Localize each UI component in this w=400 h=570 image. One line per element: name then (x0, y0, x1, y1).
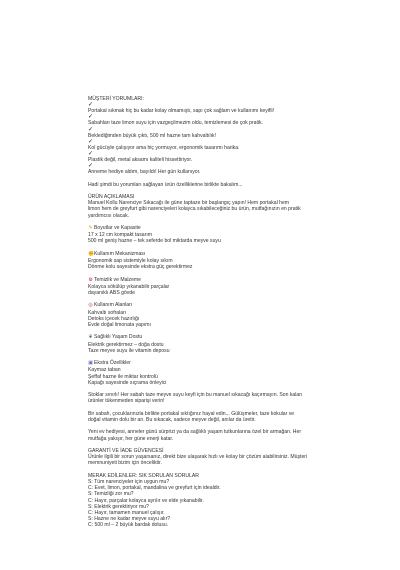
checkmark-icon: ✓ (88, 102, 94, 109)
description-line: yardımcısı olacak. (88, 212, 130, 219)
feature-line: 17 x 12 cm kompakt tasarım (88, 232, 152, 239)
guarantee-line: memnuniyeti bizim için önceliktir. (88, 460, 162, 467)
feature-line: Dönme kolu sayesinde ekstra güç gerektirmez (88, 264, 193, 271)
box-icon: ▣ (88, 361, 93, 367)
stock-line: ürünler tükenmeden siparişi verin! (88, 398, 165, 405)
feature-line: 500 ml geniş hazne – tek seferde bol miktarda meyve suyu (88, 238, 221, 245)
checkmark-icon: ✓ (88, 151, 94, 158)
ruler-icon: ✎ (88, 226, 93, 231)
description-heading: ÜRÜN AÇIKLAMASI (88, 194, 135, 200)
checkmark-icon: ✓ (88, 126, 94, 133)
document-page (88, 96, 328, 529)
review-item: Portakal sıkmak hiç bu kadar kolay olmamıştı, sapı çok sağlam ve kullanımı keyifli! (88, 108, 274, 115)
feature-section (88, 245, 328, 271)
feature-title (88, 360, 328, 367)
review-item: Beklediğimden büyük çıktı, 500 ml hazne tam kahvaltılık! (88, 132, 216, 139)
feature-title (88, 251, 328, 258)
description-line: Manuel Kollu Narenciye Sıkacağı ile güne taptaze bir başlangıç yapın! Hem portakal hem (88, 200, 290, 207)
feature-section (88, 328, 328, 354)
feature-list (88, 219, 328, 386)
tools-icon: ⚙ (88, 277, 93, 283)
faq-line: C: Hayır, parçalar kolayca ayrılır ve elde yıkanabilir. (88, 497, 204, 504)
feature-title-text: Ekstra Özellikler (94, 360, 131, 367)
guarantee-line: Ürünle ilgili bir sorun yaşarsanız, direkt bize ulaşarak hızlı ve kolay bir çözüm alabilirsiniz. Müşteri (88, 454, 308, 461)
feature-section (88, 219, 328, 245)
checkmark-icon: ✓ (88, 163, 94, 170)
feature-line: Kahvaltı sofraları (88, 309, 127, 316)
faq-line: C: Hayır, tamamen manuel çalışır. (88, 509, 165, 516)
leaf-icon: ❦ (88, 335, 93, 341)
review-item: Kol gücüyle çalışıyor ama hiç yormuyor, ergonomik tasarımı harika. (88, 144, 240, 151)
feature-line: Detoks içecek hazırlığı (88, 315, 140, 322)
feature-line: Kolayca sökülüp yıkanabilir parçalar (88, 283, 170, 290)
feature-line: Ergonomik sap sistemiyle kolay sıkım (88, 258, 173, 264)
stock-line: Stoklar sınırlı! Her sabah taze meyve suyu keyfi için bu manuel sıkacağı kaçırmayın. Son kalan (88, 392, 303, 399)
feature-title (88, 334, 328, 341)
feature-title-text: Kullanım Alanları (94, 302, 133, 309)
feature-line: Taze meyve suyu ile vitamin deposu (88, 347, 170, 354)
feature-section (88, 270, 328, 296)
muscle-icon: ✊ (88, 251, 94, 257)
faq-line: S: Temizliği zor mu? (88, 491, 134, 498)
feature-title (88, 302, 328, 309)
gift-line: mutfağa yakışır, her güne enerji katar. (88, 435, 174, 442)
review-item: Plastik değil, metal aksamı kaliteli hissettiriyor. (88, 157, 193, 164)
faq-heading: MERAK EDİLENLER: SIK SORULAN SORULAR (88, 472, 199, 479)
feature-title (88, 277, 328, 284)
target-icon: ◎ (88, 303, 93, 309)
feature-line: Evde doğal limonata yapımı (88, 322, 151, 328)
faq-line: S: Hazne ne kadar meyve suyu alır? (88, 516, 171, 523)
story-line: doğal vitamin dolu bir an. Bu sıkacak, sadece meyve değil, anılar da üretir. (88, 416, 256, 423)
checkmark-icon: ✓ (88, 138, 94, 145)
feature-title-text: Temizlik ve Malzeme (94, 276, 141, 283)
faq-line: C: 500 ml – 2 büyük bardak dolusu. (88, 522, 169, 529)
gift-line: Yeni ev hediyesi, anneler günü sürprizi ya da sağlıklı yaşam tutkunlarına özel bir armağan. Her (88, 429, 302, 436)
feature-line: Şeffaf hazne ile miktar kontrolü (88, 373, 158, 380)
faq-line: S: Elektrik gerektiriyor mu? (88, 503, 149, 510)
reviews-closing: Hadi şimdi bu yorumları sağlayan ürün özelliklerine birlikte bakalım... (88, 181, 243, 188)
feature-section (88, 354, 328, 386)
review-item: Anneme hediye aldım, bayıldı! Her gün kullanıyor. (88, 169, 201, 176)
feature-line: Kaymaz taban (88, 367, 121, 374)
feature-title-text: Kullanım Mekanizması (94, 250, 146, 257)
story-line: Bir sabah, çocuklarınızla birlikte portakal sıktığınız hayal edin... Gülüşmeler, taze kokular ve (88, 410, 295, 417)
feature-section (88, 296, 328, 328)
faq-line: C: Evet, limon, portakal, mandalina ve greyfurt için idealdir. (88, 485, 221, 492)
feature-title-text: Boyutlar ve Kapasite (94, 225, 141, 231)
feature-title-text: Sağlıklı Yaşam Dostu (94, 334, 143, 341)
checkmark-icon: ✓ (88, 114, 94, 121)
reviews-heading: MÜŞTERİ YORUMLARI: (88, 96, 144, 102)
review-item: Sabahları taze limon suyu için vazgeçilmezim oldu, temizlemesi de çok pratik. (88, 120, 263, 127)
description-line: limon hem de greyfurt gibi narenciyeleri kolayca sıkabileceğiniz bu ürün, mutfağınızın en pratik (88, 206, 301, 213)
feature-line: Elektrik gerektirmez – doğa dostu (88, 341, 164, 348)
guarantee-heading: GARANTİ VE İADE GÜVENCESİ (88, 447, 164, 454)
feature-title (88, 225, 328, 232)
faq-line: S: Tüm narenciyeler için uygun mu? (88, 478, 170, 485)
feature-line: dayanıklı ABS gövde (88, 290, 136, 296)
feature-line: Kapağı sayesinde sıçrama önleyici (88, 379, 167, 386)
